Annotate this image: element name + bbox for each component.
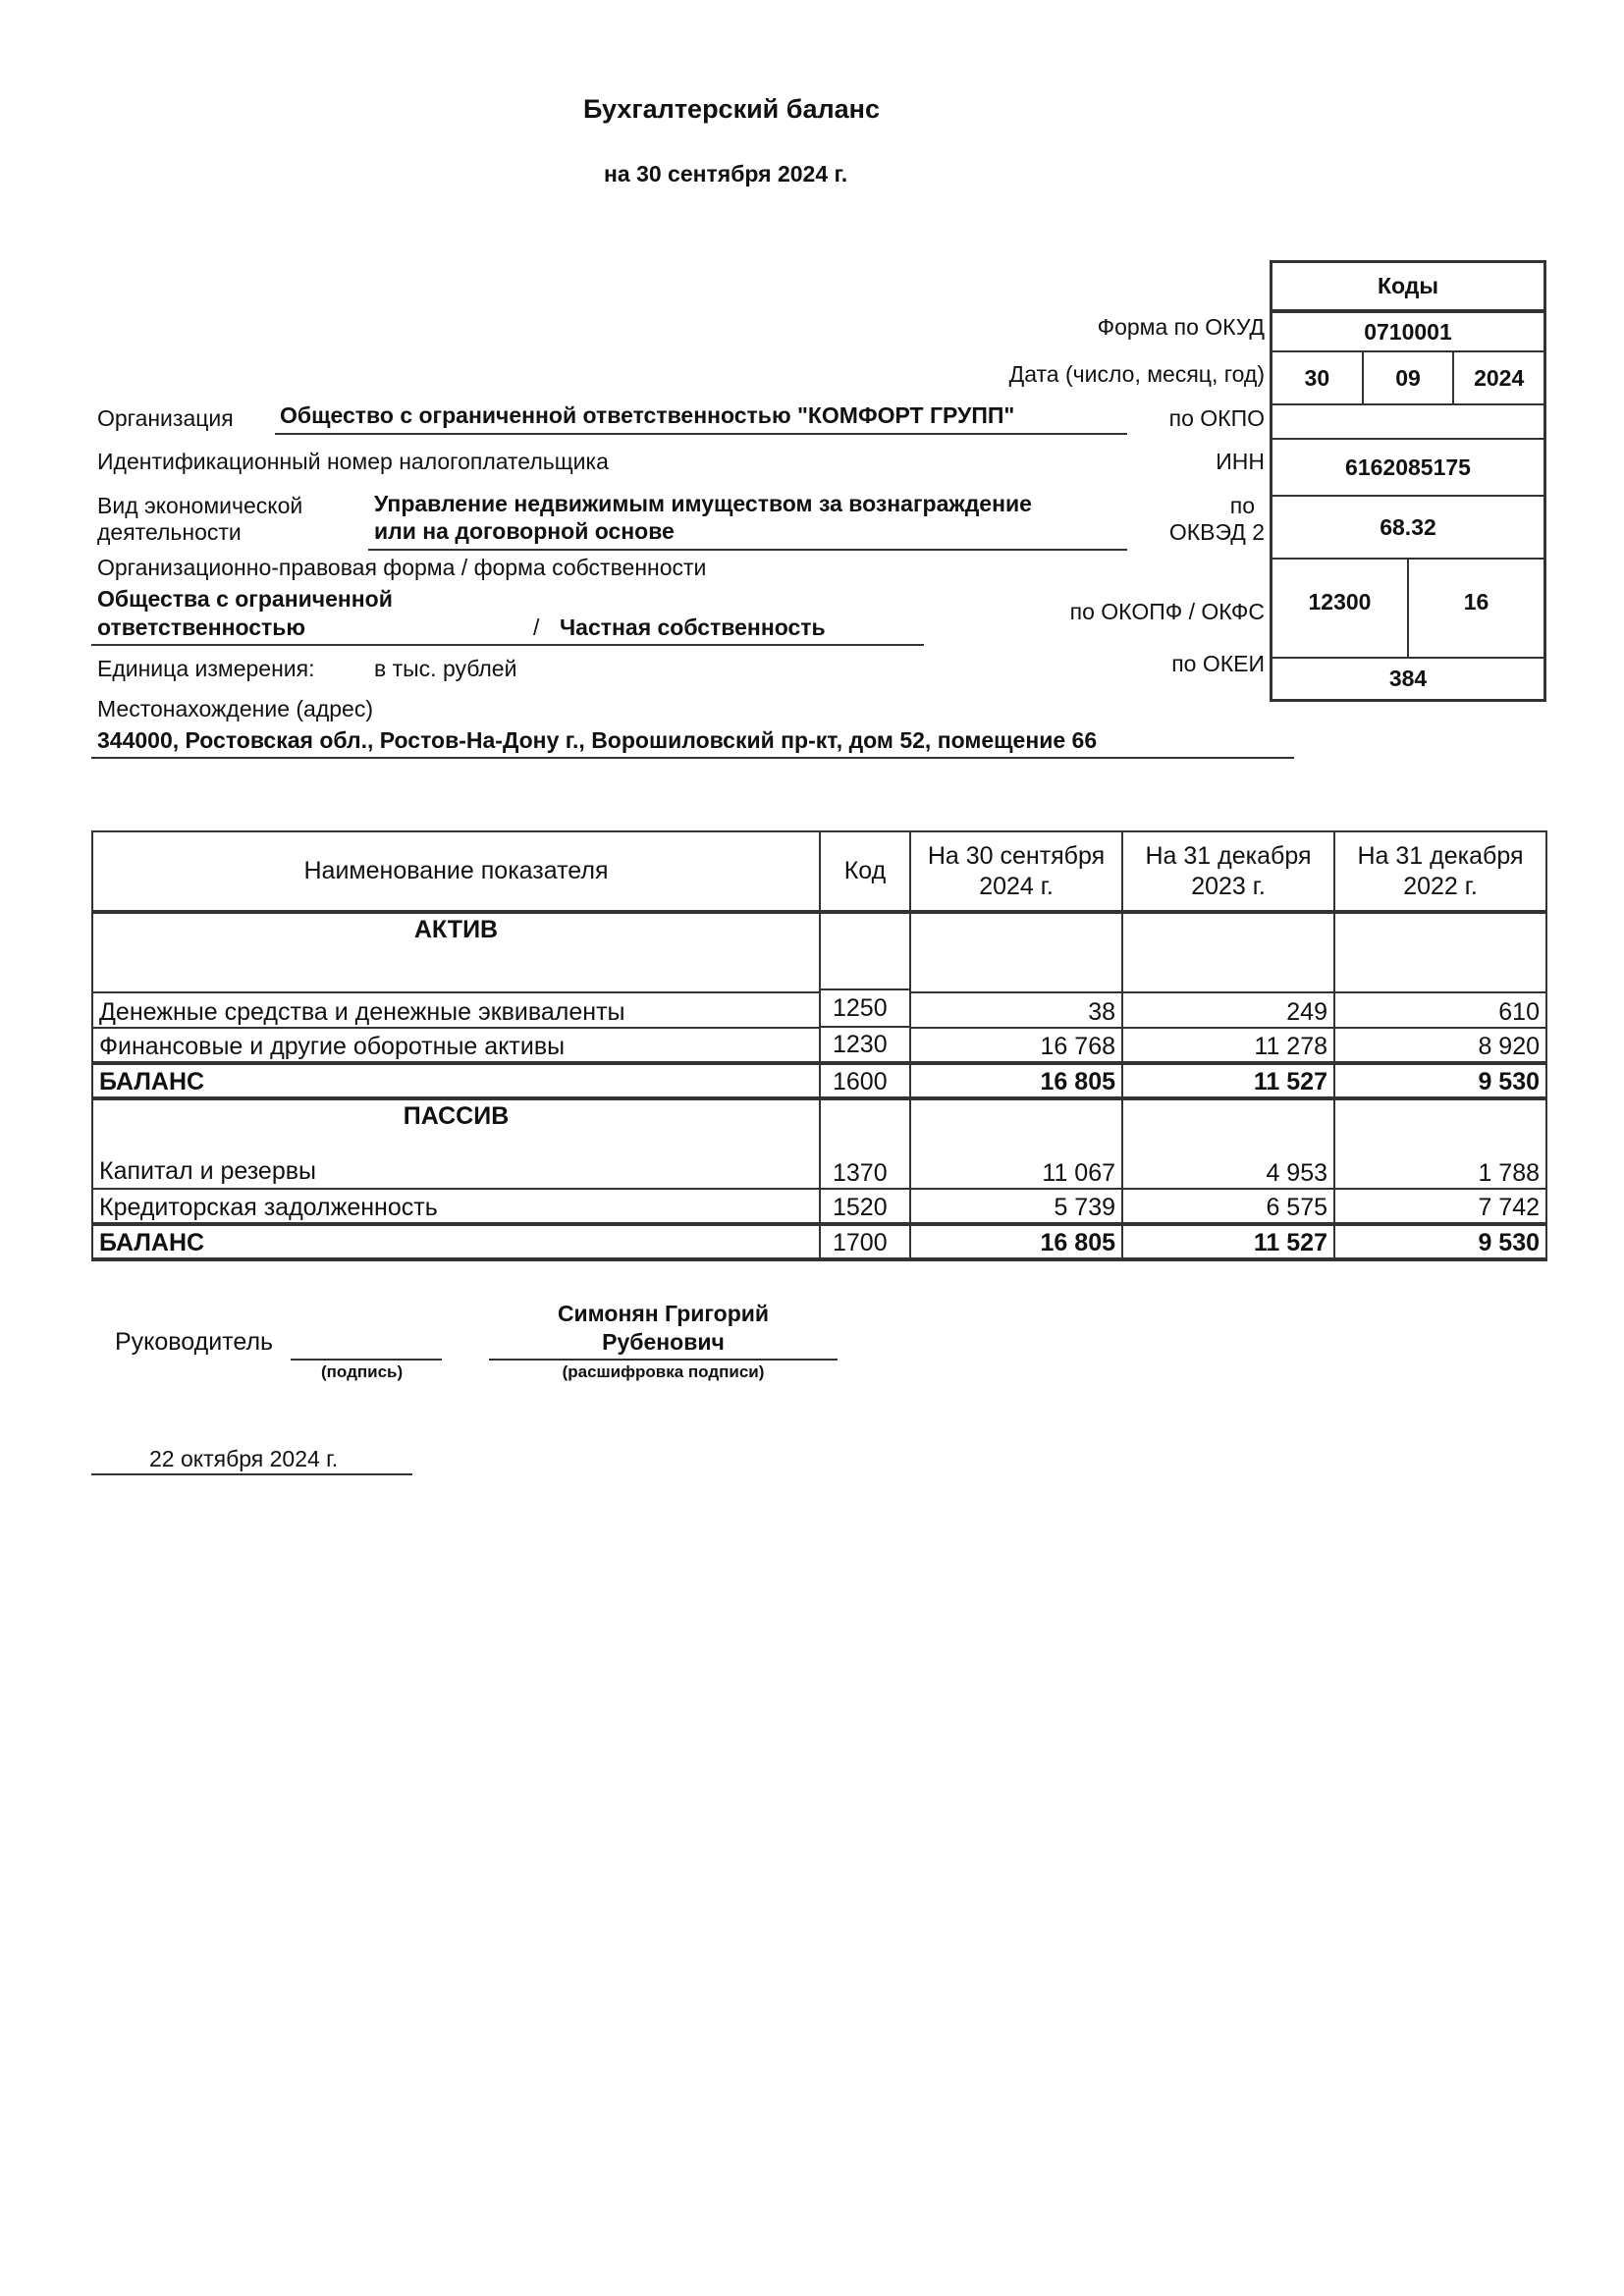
row-v2: 6 575: [1122, 1189, 1334, 1224]
legal-form-2: ответственностью: [97, 614, 306, 640]
okpo-label: по ОКПО: [1168, 405, 1265, 431]
section-liabilities-cell: [92, 1098, 820, 1189]
okei-label: по ОКЕИ: [1171, 651, 1265, 676]
header-col1-line1: На 30 сентября: [927, 841, 1106, 870]
legal-form-underline: [91, 644, 924, 646]
section-liabilities-row: [92, 1098, 1546, 1189]
decode-caption: (расшифровка подписи): [562, 1362, 765, 1381]
okud-value: 0710001: [1364, 318, 1452, 345]
row-name: БАЛАНС: [92, 1224, 820, 1259]
row-code: 1600: [820, 1063, 910, 1098]
okud-label: Форма по ОКУД: [1097, 314, 1265, 340]
row-v2: 4 953: [1122, 1098, 1334, 1189]
inn-code-label: ИНН: [1216, 449, 1265, 474]
header-col2: [1122, 831, 1334, 912]
unit-value: в тыс. рублей: [374, 656, 517, 681]
code-1250: 1250: [821, 988, 909, 1026]
signature-line[interactable]: [291, 1359, 442, 1361]
header-col2-line2: 2023 г.: [1191, 872, 1266, 900]
empty-cell: [1334, 912, 1546, 992]
table-row: [92, 1189, 1546, 1224]
empty-cell: [1122, 912, 1334, 992]
address-label: Местонахождение (адрес): [97, 696, 373, 721]
row-v2: 11 527: [1122, 1224, 1334, 1259]
header-col1: [910, 831, 1122, 912]
row-v1: 38: [910, 992, 1122, 1028]
empty-cell: [910, 912, 1122, 992]
header-col3: [1334, 831, 1546, 912]
row-name: Финансовые и другие оборотные активы: [92, 1028, 820, 1063]
date-day: 30: [1304, 364, 1330, 391]
section-assets: АКТИВ: [92, 912, 820, 992]
header-col3-line1: На 31 декабря: [1357, 841, 1524, 870]
row-name: Денежные средства и денежные эквиваленты: [92, 992, 820, 1028]
row-v1: 16 768: [910, 1028, 1122, 1063]
row-v2: 11 527: [1122, 1063, 1334, 1098]
table-row-total: [92, 1224, 1546, 1259]
row-v3: 9 530: [1334, 1063, 1546, 1098]
signature-date: 22 октября 2024 г.: [149, 1446, 339, 1471]
okved-row: [1272, 495, 1543, 558]
header-code: Код: [820, 831, 910, 912]
signatory-name-2: Рубенович: [602, 1329, 725, 1355]
row-v2: 11 278: [1122, 1028, 1334, 1063]
row-name: Кредиторская задолженность: [92, 1189, 820, 1224]
table-row: [92, 992, 1546, 1028]
row-v1: 5 739: [910, 1189, 1122, 1224]
signature-role: Руководитель: [115, 1328, 274, 1356]
code-1230: 1230: [821, 1026, 909, 1061]
table-row: [92, 1028, 1546, 1063]
row-v1: 11 067: [910, 1098, 1122, 1189]
date-underline: [91, 1473, 412, 1475]
okei-value: 384: [1388, 666, 1428, 691]
signatory-name-1: Симонян Григорий: [557, 1301, 770, 1326]
okfs-value: 16: [1407, 560, 1543, 657]
okpo-row: [1272, 403, 1543, 438]
row-v3: 610: [1334, 992, 1546, 1028]
row-code: 1520: [820, 1189, 910, 1224]
okved-label-1: по: [1229, 493, 1255, 518]
row-v3: 8 920: [1334, 1028, 1546, 1063]
signature-caption: (подпись): [321, 1362, 404, 1381]
okpo-value: [1272, 405, 1543, 438]
row-v3: 9 530: [1334, 1224, 1546, 1259]
inn-value: 6162085175: [1345, 454, 1471, 480]
address-underline: [91, 757, 1294, 759]
balance-table: [91, 830, 1547, 1261]
legal-form-1: Общества с ограниченной: [97, 586, 393, 612]
org-underline: [275, 433, 1127, 435]
date-label: Дата (число, месяц, год): [1008, 361, 1265, 387]
date-month: 09: [1362, 352, 1453, 403]
org-label: Организация: [97, 405, 234, 431]
assets-code-cell: [820, 912, 910, 1063]
activity-value-1: Управление недвижимым имуществом за вознаграждение: [374, 491, 1032, 516]
codes-box: [1270, 260, 1546, 702]
section-assets-row: [92, 912, 1546, 992]
header-col3-line2: 2022 г.: [1403, 872, 1478, 900]
activity-label-2: деятельности: [97, 519, 242, 545]
ownership-value: Частная собственность: [560, 614, 826, 640]
header-col1-line2: 2024 г.: [979, 872, 1054, 900]
okud-row: [1272, 309, 1543, 350]
activity-underline: [368, 549, 1127, 551]
okopf-row: [1272, 558, 1543, 657]
okved-value: 68.32: [1380, 513, 1436, 540]
header-col2-line1: На 31 декабря: [1145, 841, 1312, 870]
row-code: 1370: [820, 1098, 910, 1189]
row-v3: 1 788: [1334, 1098, 1546, 1189]
org-value: Общество с ограниченной ответственностью "КОМФОРТ ГРУПП": [280, 402, 1015, 428]
activity-value-2: или на договорной основе: [374, 518, 675, 544]
section-liabilities: ПАССИВ: [403, 1102, 510, 1130]
row-name: Капитал и резервы: [99, 1157, 316, 1185]
okved-label-2: ОКВЭД 2: [1168, 519, 1265, 545]
unit-label: Единица измерения:: [97, 656, 315, 681]
page-title: Бухгалтерский баланс: [583, 94, 880, 124]
date-year: 2024: [1452, 352, 1543, 403]
activity-label-1: Вид экономической: [97, 493, 303, 518]
legal-form-slash: /: [533, 614, 540, 640]
row-code: 1700: [820, 1224, 910, 1259]
date-row: [1272, 350, 1543, 403]
row-v1: 16 805: [910, 1224, 1122, 1259]
okei-row: [1272, 657, 1543, 699]
row-name: БАЛАНС: [92, 1063, 820, 1098]
address-value: 344000, Ростовская обл., Ростов-На-Дону г., Ворошиловский пр-кт, дом 52, помещение 66: [97, 727, 1098, 753]
table-row-total: [92, 1063, 1546, 1098]
header-name: Наименование показателя: [92, 831, 820, 912]
okopf-label: по ОКОПФ / ОКФС: [1069, 599, 1265, 624]
table-header-row: [92, 831, 1546, 912]
page-subtitle: на 30 сентября 2024 г.: [604, 161, 848, 187]
inn-row: [1272, 438, 1543, 495]
codes-header-row: [1272, 263, 1543, 309]
okopf-value: 12300: [1308, 589, 1372, 614]
legal-form-label: Организационно-правовая форма / форма собственности: [97, 555, 707, 580]
row-v1: 16 805: [910, 1063, 1122, 1098]
signatory-name-line: [489, 1359, 838, 1361]
row-v2: 249: [1122, 992, 1334, 1028]
inn-label: Идентификационный номер налогоплательщика: [97, 449, 609, 474]
row-v3: 7 742: [1334, 1189, 1546, 1224]
codes-header: Коды: [1377, 273, 1439, 298]
